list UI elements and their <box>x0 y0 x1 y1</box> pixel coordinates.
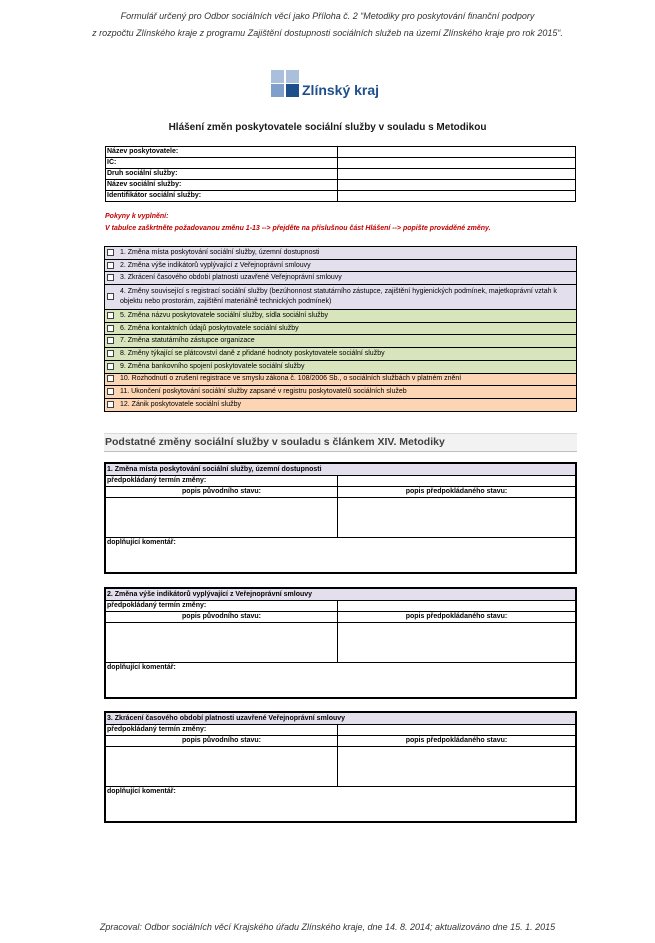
change-form-1 <box>104 462 577 574</box>
form-title: 3. Zkrácení časového období platnosti uzavřené Veřejnoprávní smlouvy <box>106 713 575 725</box>
form-description-header-row <box>106 487 575 498</box>
provider-ico-field[interactable] <box>338 158 575 168</box>
comment-field[interactable] <box>106 787 575 821</box>
change-checklist <box>104 246 577 412</box>
comment-label: doplňující komentář: <box>107 539 176 546</box>
instructions-text: V tabulce zaškrtněte požadovanou změnu 1-13 --> přejděte na příslušnou část Hlášení --> popište prováděné změny. <box>105 225 491 232</box>
change-label-12: 12. Zánik poskytovatele sociální služby <box>120 400 242 408</box>
change-row-12[interactable] <box>105 399 576 412</box>
change-row-7[interactable] <box>105 335 576 348</box>
service-name-label: Název sociální služby: <box>106 180 338 190</box>
change-row-11[interactable] <box>105 386 576 399</box>
date-label: předpokládaný termín změny: <box>106 601 338 611</box>
expected-state-field[interactable] <box>338 498 575 537</box>
form-date-row <box>106 476 575 487</box>
provider-name-label: Název poskytovatele: <box>106 147 338 157</box>
document-footer: Zpracoval: Odbor sociálních věcí Krajského úřadu Zlínského kraje, dne 14. 8. 2014; aktualizováno dne 15. 1. 2015 <box>99 922 556 932</box>
date-field[interactable] <box>338 725 575 735</box>
logo-square-icon <box>286 84 299 97</box>
change-row-5[interactable] <box>105 310 576 323</box>
document-header-line-1: Formulář určený pro Odbor sociálních věcí jako Příloha č. 2 “Metodiky pro poskytování finanční podpory <box>120 11 535 21</box>
change-row-9[interactable] <box>105 361 576 374</box>
service-identifier-field[interactable] <box>338 191 575 201</box>
change-row-8[interactable] <box>105 348 576 361</box>
change-checkbox-1[interactable] <box>107 249 114 256</box>
logo-square-icon <box>271 84 284 97</box>
original-state-field[interactable] <box>106 623 338 662</box>
form-description-header-row <box>106 736 575 747</box>
section-title: Podstatné změny sociální služby v souladu s článkem XIV. Metodiky <box>104 433 577 452</box>
change-checkbox-12[interactable] <box>107 401 114 408</box>
change-checkbox-4[interactable] <box>107 293 114 300</box>
date-field[interactable] <box>338 476 575 486</box>
original-state-label: popis původního stavu: <box>106 736 338 746</box>
change-checkbox-8[interactable] <box>107 350 114 357</box>
change-label-6: 6. Změna kontaktních údajů poskytovatele sociální služby <box>120 324 299 332</box>
expected-state-label: popis předpokládaného stavu: <box>405 613 508 620</box>
logo-square-icon <box>286 70 299 83</box>
form-description-row <box>106 747 575 787</box>
comment-field[interactable] <box>106 663 575 697</box>
change-checkbox-5[interactable] <box>107 312 114 319</box>
change-checkbox-2[interactable] <box>107 262 114 269</box>
original-state-label: popis původního stavu: <box>106 487 338 497</box>
change-row-2[interactable] <box>105 260 576 273</box>
provider-name-field[interactable] <box>338 147 575 157</box>
page-title: Hlášení změn poskytovatele sociální služby v souladu s Metodikou <box>168 122 487 133</box>
change-label-5: 5. Změna názvu poskytovatele sociální služby, sídla sociální služby <box>120 311 329 319</box>
original-state-field[interactable] <box>106 747 338 786</box>
change-form-2 <box>104 587 577 699</box>
provider-row <box>106 180 575 191</box>
change-label-9: 9. Změna bankovního spojení poskytovatele sociální služby <box>120 362 305 370</box>
logo-text: Zlínský kraj <box>302 82 380 98</box>
change-row-3[interactable] <box>105 272 576 285</box>
original-state-field[interactable] <box>106 498 338 537</box>
change-checkbox-7[interactable] <box>107 337 114 344</box>
document-header-line-2: z rozpočtu Zlínského kraje z programu Zajištění dostupnosti sociálních služeb na území Zlínského kraje pro rok 2015“. <box>92 28 563 38</box>
expected-state-field[interactable] <box>338 747 575 786</box>
change-checkbox-6[interactable] <box>107 325 114 332</box>
change-checkbox-9[interactable] <box>107 363 114 370</box>
change-checkbox-11[interactable] <box>107 388 114 395</box>
comment-label: doplňující komentář: <box>107 664 176 671</box>
service-type-label: Druh sociální služby: <box>106 169 338 179</box>
service-name-field[interactable] <box>338 180 575 190</box>
service-identifier-label: Identifikátor sociální služby: <box>106 191 338 201</box>
form-description-row <box>106 623 575 663</box>
change-label-1: 1. Změna místa poskytování sociální služby, územní dostupnosti <box>120 248 320 256</box>
change-label-10: 10. Rozhodnutí o zrušení registrace ve smyslu zákona č. 108/2006 Sb., o sociálních službách v platném znění <box>120 375 462 383</box>
instructions-heading: Pokyny k vyplnění: <box>105 213 169 220</box>
change-label-3: 3. Zkrácení časového období platnosti uzavřené Veřejnoprávní smlouvy <box>120 274 342 282</box>
service-type-field[interactable] <box>338 169 575 179</box>
comment-label: doplňující komentář: <box>107 788 176 795</box>
comment-field[interactable] <box>106 538 575 572</box>
form-date-row <box>106 601 575 612</box>
provider-row <box>106 169 575 180</box>
provider-row <box>106 191 575 201</box>
form-title: 1. Změna místa poskytování sociální služby, územní dostupnosti <box>106 464 575 476</box>
expected-state-label: popis předpokládaného stavu: <box>405 488 508 495</box>
provider-row <box>106 158 575 169</box>
date-label: předpokládaný termín změny: <box>106 476 338 486</box>
change-label-2: 2. Změna výše indikátorů vyplývající z Veřejnoprávní smlouvy <box>120 261 311 269</box>
date-label: předpokládaný termín změny: <box>106 725 338 735</box>
provider-ico-label: IČ: <box>106 158 338 168</box>
form-title: 2. Změna výše indikátorů vyplývající z Veřejnoprávní smlouvy <box>106 589 575 601</box>
logo-square-icon <box>271 70 284 83</box>
change-label-8: 8. Změny týkající se plátcovství daně z přidané hodnoty poskytovatele sociální služby <box>120 349 385 357</box>
change-label-4: 4. Změny související s registrací sociální služby (bezúhonnost statutárního zástupce, zajištění hygienických podmínek, majetkoprávní vztah k objektu nebo prostorám, zajištění materiálně technických podmínek) <box>120 288 557 306</box>
change-row-6[interactable] <box>105 323 576 336</box>
change-checkbox-3[interactable] <box>107 274 114 281</box>
zlinsky-kraj-logo <box>271 70 401 102</box>
form-description-header-row <box>106 612 575 623</box>
change-checkbox-10[interactable] <box>107 375 114 382</box>
change-label-11: 11. Ukončení poskytování sociální služby zapsané v registru poskytovatelů sociálních služeb <box>120 388 407 396</box>
expected-state-label: popis předpokládaného stavu: <box>405 737 508 744</box>
change-form-3 <box>104 711 577 823</box>
date-field[interactable] <box>338 601 575 611</box>
change-row-1[interactable] <box>105 247 576 260</box>
change-label-7: 7. Změna statutárního zástupce organizace <box>120 337 255 345</box>
provider-table <box>105 146 576 202</box>
change-row-4[interactable] <box>105 285 576 310</box>
change-row-10[interactable] <box>105 374 576 387</box>
form-description-row <box>106 498 575 538</box>
expected-state-field[interactable] <box>338 623 575 662</box>
form-date-row <box>106 725 575 736</box>
provider-row <box>106 147 575 158</box>
original-state-label: popis původního stavu: <box>106 612 338 622</box>
